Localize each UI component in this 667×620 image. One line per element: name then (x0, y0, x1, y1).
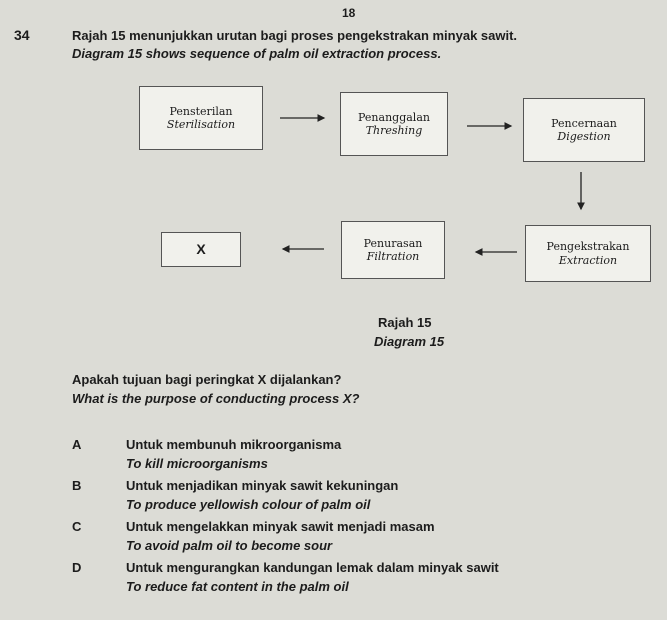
page-number: 18 (342, 6, 356, 20)
option-b-malay[interactable]: Untuk menjadikan minyak sawit kekuningan (126, 478, 399, 493)
step-label-english: Digestion (557, 130, 611, 143)
option-b-letter[interactable]: B (72, 478, 82, 493)
option-c-english[interactable]: To avoid palm oil to become sour (126, 538, 333, 553)
diagram-caption-malay: Rajah 15 (378, 315, 432, 330)
option-c-letter[interactable]: C (72, 519, 82, 534)
question-number: 34 (14, 27, 30, 43)
step-label-malay: Pencernaan (551, 116, 617, 130)
option-c-malay[interactable]: Untuk mengelakkan minyak sawit menjadi masam (126, 519, 435, 534)
step-sterilisation (139, 86, 263, 150)
step-x (161, 232, 241, 267)
option-a-malay[interactable]: Untuk membunuh mikroorganisma (126, 437, 342, 452)
step-label-english: Extraction (558, 253, 618, 267)
step-digestion (523, 98, 645, 162)
option-a-letter[interactable]: A (72, 437, 82, 452)
step-label-x: X (196, 241, 206, 258)
step-extraction (525, 225, 651, 282)
step-label-english: Sterilisation (166, 118, 236, 131)
step-label-english: Filtration (366, 250, 420, 263)
option-d-malay[interactable]: Untuk mengurangkan kandungan lemak dalam minyak sawit (126, 560, 499, 575)
step-filtration (341, 221, 445, 279)
step-label-malay: Penurasan (363, 236, 423, 250)
diagram-caption-english: Diagram 15 (374, 334, 445, 349)
step-label-malay: Pengekstrakan (546, 240, 630, 254)
step-label-malay: Pensterilan (169, 104, 233, 118)
ask-text-malay: Apakah tujuan bagi peringkat X dijalankan? (72, 372, 342, 387)
step-label-malay: Penanggalan (358, 110, 430, 124)
option-d-letter[interactable]: D (72, 560, 82, 575)
option-b-english[interactable]: To produce yellowish colour of palm oil (126, 497, 371, 512)
step-label-english: Threshing (365, 124, 423, 137)
ask-text-english: What is the purpose of conducting process X? (72, 391, 360, 406)
step-threshing (340, 92, 448, 156)
question-text-malay: Rajah 15 menunjukkan urutan bagi proses pengekstrakan minyak sawit. (72, 28, 518, 43)
option-d-english[interactable]: To reduce fat content in the palm oil (126, 579, 349, 594)
question-text-english: Diagram 15 shows sequence of palm oil extraction process. (72, 46, 442, 61)
option-a-english[interactable]: To kill microorganisms (126, 456, 268, 471)
